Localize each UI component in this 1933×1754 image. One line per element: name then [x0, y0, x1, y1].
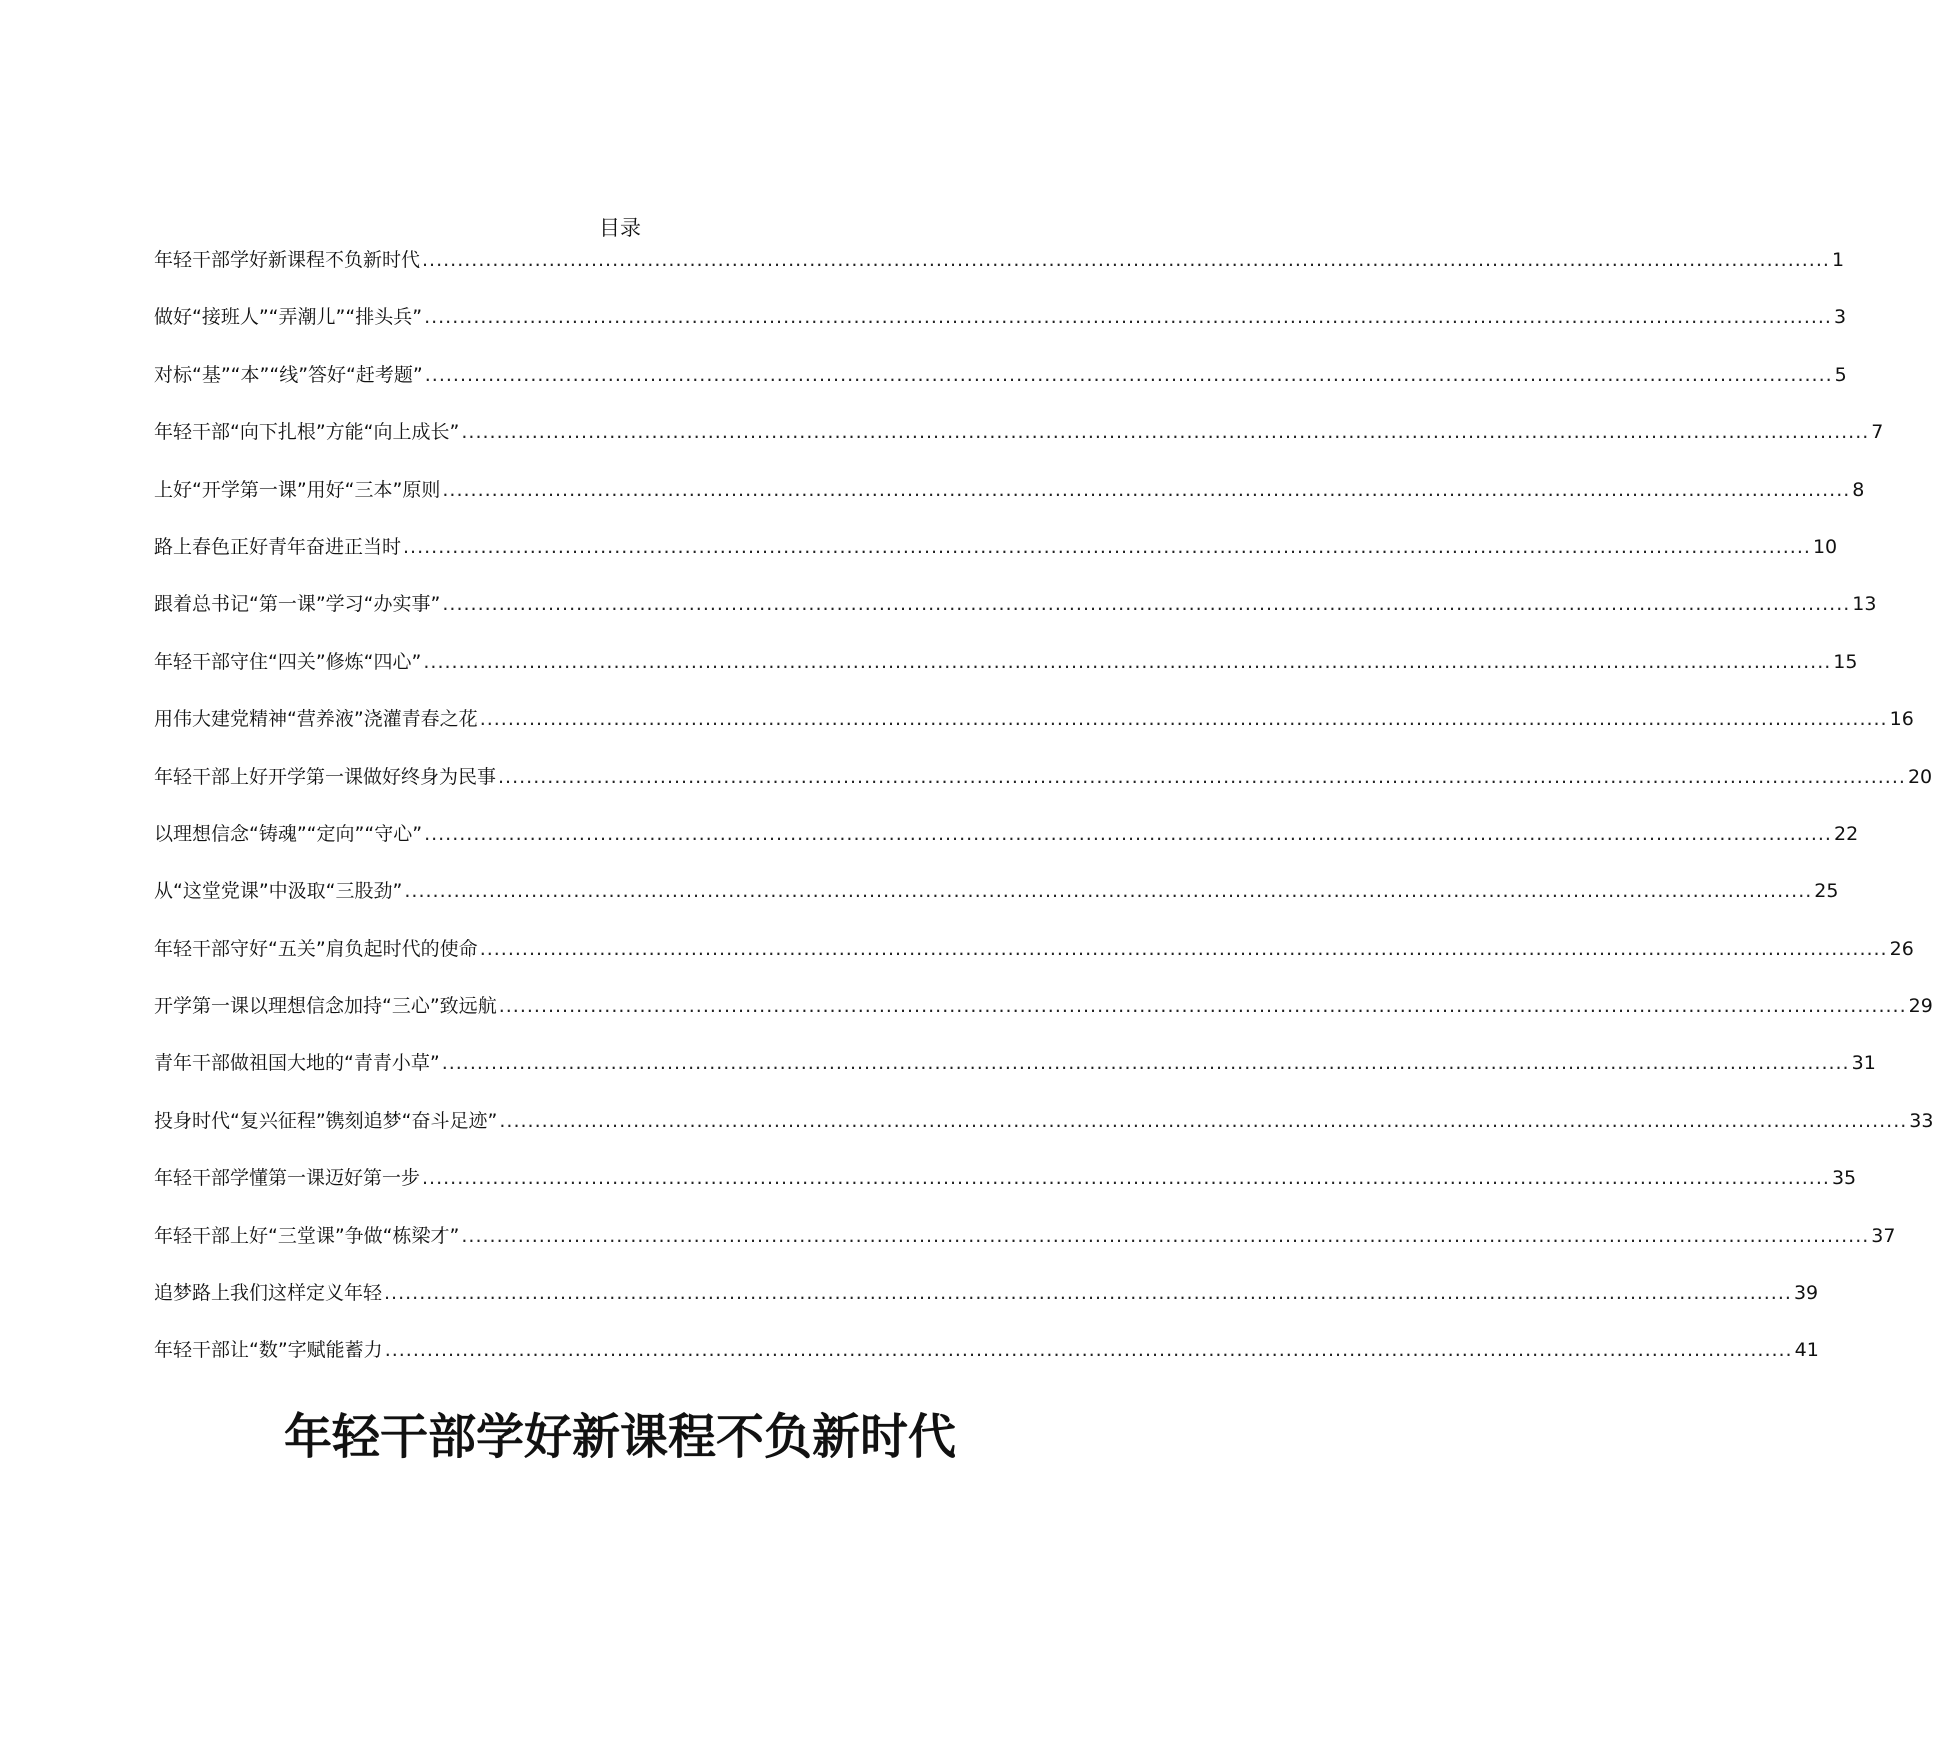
- toc-dot-leader: ........................................................................................................................................................................................................: [404, 880, 1813, 903]
- toc-entry-page: 29: [1908, 995, 1933, 1018]
- toc-dot-leader: ........................................................................................................................................................................................................: [442, 478, 1851, 501]
- toc-entry-title: 追梦路上我们这样定义年轻: [154, 1282, 383, 1305]
- toc-entry-page: 13: [1852, 593, 1877, 616]
- toc-entry-page: 10: [1812, 535, 1838, 558]
- toc-entry-page: 16: [1889, 708, 1914, 731]
- toc-entry-title: 上好“开学第一课”用好“三本”原则: [154, 478, 441, 501]
- toc-dot-leader: ........................................................................................................................................................................................................: [498, 765, 1906, 788]
- table-of-contents: [154, 245, 1933, 1393]
- toc-dot-leader: ........................................................................................................................................................................................................: [423, 650, 1832, 673]
- toc-dot-leader: ........................................................................................................................................................................................................: [422, 249, 1830, 271]
- toc-entry[interactable]: [154, 1335, 1819, 1392]
- toc-entry-title: 跟着总书记“第一课”学习“办实事”: [154, 593, 441, 616]
- toc-dot-leader: ........................................................................................................................................................................................................: [422, 1167, 1830, 1190]
- toc-entry[interactable]: [154, 934, 1914, 991]
- toc-entry-title: 用伟大建党精神“营养液”浇灌青春之花: [154, 708, 478, 731]
- toc-entry[interactable]: [154, 589, 1877, 646]
- toc-entry[interactable]: [154, 819, 1859, 876]
- toc-entry-title: 开学第一课以理想信念加持“三心”致远航: [154, 995, 497, 1018]
- toc-entry-page: 8: [1852, 478, 1865, 501]
- toc-entry-title: 做好“接班人”“弄潮儿”“排头兵”: [154, 306, 423, 329]
- toc-entry[interactable]: [154, 876, 1839, 933]
- toc-dot-leader: ........................................................................................................................................................................................................: [499, 1109, 1908, 1132]
- toc-dot-leader: ........................................................................................................................................................................................................: [384, 1282, 1792, 1305]
- toc-entry[interactable]: [154, 245, 1845, 302]
- toc-entry-page: 39: [1793, 1282, 1819, 1305]
- toc-dot-leader: ........................................................................................................................................................................................................: [384, 1339, 1793, 1362]
- toc-entry-page: 41: [1794, 1339, 1819, 1362]
- toc-entry[interactable]: [154, 704, 1914, 761]
- toc-entry-title: 以理想信念“铸魂”“定向”“守心”: [154, 822, 423, 845]
- toc-entry-title: 从“这堂党课”中汲取“三股劲”: [154, 880, 403, 903]
- toc-entry-title: 年轻干部学好新课程不负新时代: [154, 249, 421, 271]
- toc-dot-leader: ........................................................................................................................................................................................................: [424, 306, 1832, 329]
- article-heading: 年轻干部学好新课程不负新时代: [283, 1409, 956, 1465]
- toc-entry[interactable]: [154, 1106, 1933, 1163]
- toc-dot-leader: ........................................................................................................................................................................................................: [479, 708, 1888, 731]
- toc-entry-page: 5: [1834, 363, 1847, 386]
- toc-entry[interactable]: [154, 360, 1847, 417]
- toc-entry[interactable]: [154, 1163, 1857, 1220]
- toc-entry-page: 31: [1851, 1052, 1876, 1075]
- toc-entry-page: 3: [1833, 306, 1847, 329]
- toc-entry[interactable]: [154, 1278, 1819, 1335]
- toc-entry-page: 25: [1814, 880, 1839, 903]
- toc-dot-leader: ........................................................................................................................................................................................................: [403, 535, 1811, 558]
- toc-entry-title: 年轻干部守好“五关”肩负起时代的使命: [154, 937, 478, 960]
- toc-dot-leader: ........................................................................................................................................................................................................: [424, 363, 1833, 386]
- toc-entry-page: 35: [1831, 1167, 1857, 1190]
- toc-entry[interactable]: [154, 302, 1847, 359]
- toc-entry[interactable]: [154, 1048, 1876, 1105]
- toc-entry-title: 投身时代“复兴征程”镌刻追梦“奋斗足迹”: [154, 1109, 498, 1132]
- toc-entry[interactable]: [154, 417, 1884, 474]
- toc-title: 目录: [599, 216, 641, 240]
- toc-entry-page: 1: [1831, 249, 1845, 271]
- toc-dot-leader: ........................................................................................................................................................................................................: [461, 421, 1870, 444]
- toc-entry[interactable]: [154, 991, 1933, 1048]
- toc-dot-leader: ........................................................................................................................................................................................................: [441, 1052, 1850, 1075]
- toc-entry[interactable]: [154, 647, 1858, 704]
- toc-entry-page: 37: [1871, 1224, 1896, 1247]
- toc-dot-leader: ........................................................................................................................................................................................................: [479, 937, 1888, 960]
- toc-entry-page: 15: [1833, 650, 1858, 673]
- toc-entry-title: 路上春色正好青年奋进正当时: [154, 535, 402, 558]
- toc-entry-page: 33: [1909, 1109, 1933, 1132]
- toc-entry-title: 年轻干部让“数”字赋能蓄力: [154, 1339, 383, 1362]
- toc-entry[interactable]: [154, 762, 1933, 819]
- toc-entry-title: 青年干部做祖国大地的“青青小草”: [154, 1052, 440, 1075]
- toc-entry-title: 年轻干部学懂第一课迈好第一步: [154, 1167, 421, 1190]
- toc-entry[interactable]: [154, 475, 1865, 532]
- toc-entry-page: 26: [1889, 937, 1914, 960]
- toc-entry[interactable]: [154, 532, 1838, 589]
- toc-dot-leader: ........................................................................................................................................................................................................: [498, 995, 1907, 1018]
- toc-entry-page: 7: [1871, 421, 1884, 444]
- toc-dot-leader: ........................................................................................................................................................................................................: [442, 593, 1851, 616]
- toc-dot-leader: ........................................................................................................................................................................................................: [461, 1224, 1870, 1247]
- toc-entry-page: 20: [1907, 765, 1933, 788]
- toc-entry-page: 22: [1833, 822, 1859, 845]
- toc-dot-leader: ........................................................................................................................................................................................................: [424, 822, 1832, 845]
- toc-entry-title: 年轻干部上好开学第一课做好终身为民事: [154, 765, 497, 788]
- toc-entry-title: 对标“基”“本”“线”答好“赶考题”: [154, 363, 423, 386]
- toc-entry-title: 年轻干部上好“三堂课”争做“栋梁才”: [154, 1224, 460, 1247]
- toc-entry[interactable]: [154, 1221, 1896, 1278]
- toc-entry-title: 年轻干部“向下扎根”方能“向上成长”: [154, 421, 460, 444]
- toc-entry-title: 年轻干部守住“四关”修炼“四心”: [154, 650, 422, 673]
